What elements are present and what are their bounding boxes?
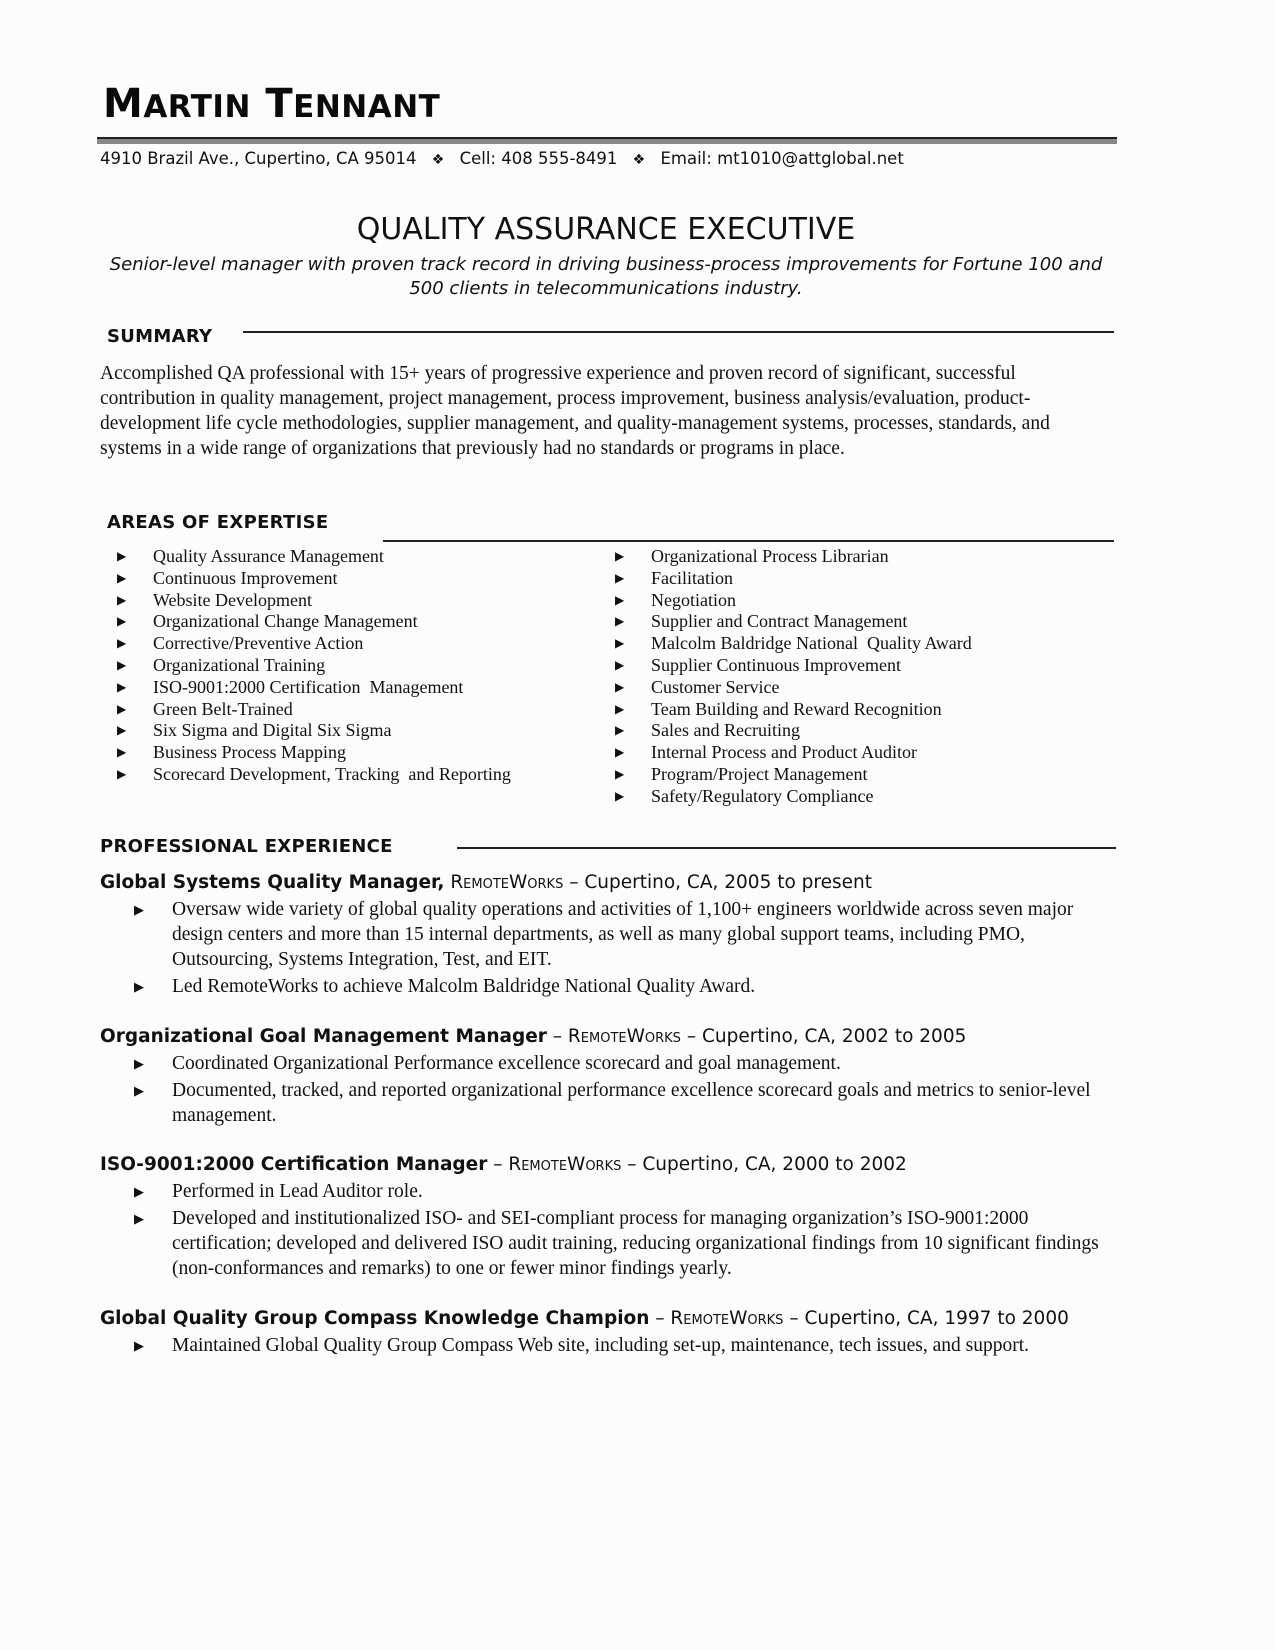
arrow-bullet-icon: ▶ [134, 1338, 144, 1353]
list-item [615, 611, 972, 633]
job-bullet [100, 1078, 1115, 1128]
email[interactable]: Email: mt1010@attglobal.net [660, 149, 904, 168]
arrow-bullet-icon: ▶ [615, 636, 625, 651]
job-bullet-list [100, 897, 1115, 999]
expertise-item: Organizational Training [153, 654, 326, 675]
expertise-heading: AREAS OF EXPERTISE [107, 512, 329, 533]
arrow-bullet-icon: ▶ [615, 788, 625, 803]
expertise-list-left [117, 546, 511, 786]
list-item [615, 720, 972, 742]
name-last-rest: ENNANT [293, 89, 441, 125]
name-last-initial: T [265, 81, 294, 127]
job-header [100, 871, 1115, 895]
job-company: – RemoteWorks [546, 1026, 681, 1047]
job-role: Global Systems Quality Manager, [100, 872, 445, 893]
name-first-initial: M [103, 81, 144, 127]
expertise-item: Quality Assurance Management [153, 546, 384, 566]
job-bullet-text: Documented, tracked, and reported organizational performance excellence scorecard goals and metrics to senior-level management. [172, 1080, 1091, 1126]
summary-heading: SUMMARY [107, 326, 213, 347]
contact-line [100, 148, 904, 171]
list-item [117, 568, 511, 590]
job-company: – RemoteWorks [649, 1308, 784, 1329]
expertise-item: Customer Service [651, 676, 780, 697]
job-bullet-text: Performed in Lead Auditor role. [172, 1181, 423, 1202]
arrow-bullet-icon: ▶ [615, 679, 625, 694]
address: 4910 Brazil Ave., Cupertino, CA 95014 [100, 149, 417, 168]
arrow-bullet-icon: ▶ [134, 902, 144, 917]
expertise-item: Sales and Recruiting [651, 720, 800, 741]
arrow-bullet-icon: ▶ [117, 570, 127, 585]
arrow-bullet-icon: ▶ [615, 592, 625, 607]
candidate-name [103, 80, 440, 131]
job-title: QUALITY ASSURANCE EXECUTIVE [356, 212, 856, 247]
job-header [100, 1307, 1115, 1331]
job-bullet [100, 1179, 1115, 1204]
job-role: ISO-9001:2000 Certification Manager [100, 1154, 488, 1175]
expertise-item: ISO-9001:2000 Certification Management [153, 676, 464, 697]
expertise-item: Green Belt-Trained [153, 698, 293, 719]
list-item [615, 590, 972, 612]
expertise-item: Supplier and Contract Management [651, 611, 908, 632]
expertise-rule [383, 540, 1114, 542]
job-bullet-list [100, 1333, 1115, 1358]
expertise-item: Team Building and Reward Recognition [651, 698, 942, 719]
job-entry [100, 1307, 1115, 1358]
diamond-separator-icon: ❖ [632, 152, 646, 168]
expertise-item: Malcolm Baldridge National Quality Award [651, 633, 972, 654]
arrow-bullet-icon: ▶ [134, 1211, 144, 1226]
experience-heading: PROFESSIONAL EXPERIENCE [100, 836, 393, 857]
arrow-bullet-icon: ▶ [615, 723, 625, 738]
job-entry [100, 871, 1115, 999]
arrow-bullet-icon: ▶ [134, 1083, 144, 1098]
arrow-bullet-icon: ▶ [615, 614, 625, 629]
list-item [117, 742, 511, 764]
job-details: – Cupertino, CA, 2002 to 2005 [680, 1026, 967, 1047]
arrow-bullet-icon: ▶ [117, 723, 127, 738]
job-header [100, 1153, 1115, 1177]
list-item [117, 720, 511, 742]
list-item [117, 655, 511, 677]
arrow-bullet-icon: ▶ [134, 1056, 144, 1071]
expertise-list-right [615, 546, 972, 808]
arrow-bullet-icon: ▶ [615, 701, 625, 716]
list-item [615, 546, 972, 568]
expertise-item: Scorecard Development, Tracking and Reporting [153, 763, 511, 784]
job-details: – Cupertino, CA, 2005 to present [563, 872, 872, 893]
cell-phone: Cell: 408 555-8491 [459, 149, 618, 168]
job-role: Organizational Goal Management Manager [100, 1026, 547, 1047]
expertise-item: Program/Project Management [651, 763, 868, 784]
arrow-bullet-icon: ▶ [615, 549, 625, 563]
list-item [615, 786, 972, 808]
arrow-bullet-icon: ▶ [615, 745, 625, 760]
job-company: – RemoteWorks [487, 1154, 622, 1175]
diamond-separator-icon: ❖ [431, 152, 445, 168]
arrow-bullet-icon: ▶ [615, 657, 625, 672]
job-entry [100, 1025, 1115, 1128]
arrow-bullet-icon: ▶ [134, 1184, 144, 1199]
arrow-bullet-icon: ▶ [117, 592, 127, 607]
job-bullet-text: Led RemoteWorks to achieve Malcolm Baldridge National Quality Award. [172, 976, 756, 997]
job-bullet [100, 1051, 1115, 1076]
job-details: – Cupertino, CA, 2000 to 2002 [621, 1154, 907, 1175]
list-item [615, 764, 972, 786]
job-bullet-list [100, 1051, 1115, 1128]
list-item [615, 699, 972, 721]
job-bullet-list [100, 1179, 1115, 1281]
job-bullet-text: Developed and institutionalized ISO- and SEI-compliant process for managing organization’s ISO-9001:2000 certification; developed and delivered ISO audit training, reducing organizational findings from 10 significant findings (non-conformances and remarks) to one or fewer minor findings yearly. [172, 1208, 1099, 1279]
job-bullet [100, 897, 1115, 972]
expertise-item: Facilitation [651, 567, 733, 588]
job-bullet [100, 1206, 1115, 1281]
list-item [615, 655, 972, 677]
job-entry [100, 1153, 1115, 1281]
expertise-item: Negotiation [651, 589, 736, 610]
experience-rule [457, 847, 1116, 849]
list-item [117, 611, 511, 633]
list-item [615, 742, 972, 764]
list-item [117, 764, 511, 786]
tagline: Senior-level manager with proven track record in driving business-process improvements for Fortune 100 and 500 clients in telecommunications industry. [109, 254, 1103, 299]
arrow-bullet-icon: ▶ [615, 570, 625, 585]
expertise-item: Six Sigma and Digital Six Sigma [153, 720, 392, 741]
list-item [117, 590, 511, 612]
expertise-item: Safety/Regulatory Compliance [651, 785, 874, 806]
job-bullet [100, 1333, 1115, 1358]
arrow-bullet-icon: ▶ [615, 766, 625, 781]
summary-text: Accomplished QA professional with 15+ years of progressive experience and proven record of significant, successful contribution in quality management, project management, process improvement, business analysis/evaluation, product-development life cycle methodologies, supplier management, and quality-management systems, processes, standards, and systems in a wide range of organizations that previously had no standards or programs in place. [100, 363, 1050, 459]
job-details: – Cupertino, CA, 1997 to 2000 [783, 1308, 1069, 1329]
arrow-bullet-icon: ▶ [117, 745, 127, 760]
list-item [117, 699, 511, 721]
arrow-bullet-icon: ▶ [117, 766, 127, 781]
expertise-item: Internal Process and Product Auditor [651, 742, 917, 763]
job-company: RemoteWorks [450, 872, 564, 893]
expertise-item: Website Development [153, 589, 313, 610]
list-item [117, 546, 511, 568]
job-bullet-text: Oversaw wide variety of global quality operations and activities of 1,100+ engineers worldwide across seven major design centers and more than 15 internal departments, as well as many global support teams, including PMO, Outsourcing, Systems Integration, Test, and EIT. [172, 899, 1074, 970]
expertise-item: Supplier Continuous Improvement [651, 654, 901, 675]
expertise-item: Continuous Improvement [153, 567, 338, 588]
job-header [100, 1025, 1115, 1049]
summary-rule [243, 331, 1114, 333]
expertise-item: Business Process Mapping [153, 742, 346, 763]
header-rule-shadow [97, 139, 1117, 144]
job-bullet-text: Maintained Global Quality Group Compass Web site, including set-up, maintenance, tech issues, and support. [172, 1335, 1029, 1356]
job-bullet-text: Coordinated Organizational Performance excellence scorecard and goal management. [172, 1053, 841, 1074]
list-item [615, 633, 972, 655]
job-bullet [100, 974, 1115, 999]
arrow-bullet-icon: ▶ [134, 979, 144, 994]
arrow-bullet-icon: ▶ [117, 679, 127, 694]
name-first-rest: ARTIN [143, 89, 251, 125]
list-item [615, 677, 972, 699]
expertise-item: Organizational Process Librarian [651, 546, 889, 566]
job-role: Global Quality Group Compass Knowledge Champion [100, 1308, 650, 1329]
expertise-item: Corrective/Preventive Action [153, 633, 364, 654]
list-item [117, 633, 511, 655]
arrow-bullet-icon: ▶ [117, 549, 127, 563]
arrow-bullet-icon: ▶ [117, 614, 127, 629]
expertise-item: Organizational Change Management [153, 611, 418, 632]
list-item [615, 568, 972, 590]
list-item [117, 677, 511, 699]
arrow-bullet-icon: ▶ [117, 657, 127, 672]
arrow-bullet-icon: ▶ [117, 636, 127, 651]
arrow-bullet-icon: ▶ [117, 701, 127, 716]
